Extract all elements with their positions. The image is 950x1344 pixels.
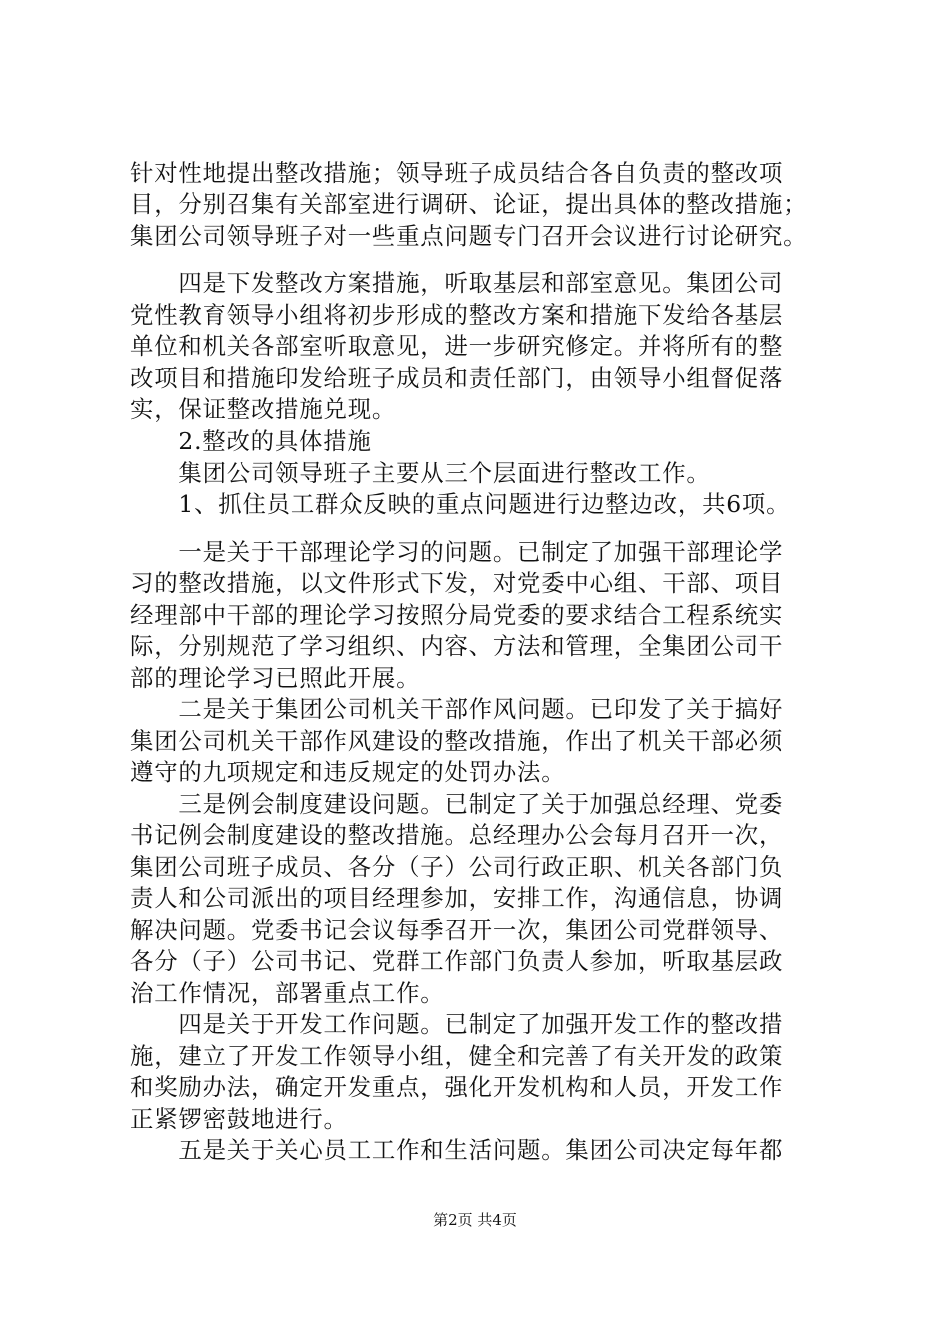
document-text-line: 一是关于干部理论学习的问题。已制定了加强干部理论学 (130, 538, 784, 566)
document-text-line: 和奖励办法，确定开发重点，强化开发机构和人员，开发工作 (130, 1073, 784, 1101)
document-text-line: 习的整改措施，以文件形式下发，对党委中心组、干部、项目 (130, 569, 784, 597)
document-text-line: 实，保证整改措施兑现。 (130, 395, 397, 423)
document-text-line: 针对性地提出整改措施；领导班子成员结合各自负责的整改项 (130, 159, 784, 187)
document-text-line: 经理部中干部的理论学习按照分局党委的要求结合工程系统实 (130, 601, 784, 629)
document-text-line: 集团公司领导班子对一些重点问题专门召开会议进行讨论研究。 (130, 222, 808, 250)
document-text-line: 遵守的九项规定和违反规定的处罚办法。 (130, 758, 566, 786)
page-footer: 第2页 共4页 (433, 1211, 517, 1229)
document-text-line: 三是例会制度建设问题。已制定了关于加强总经理、党委 (130, 790, 784, 818)
document-text-line: 2.整改的具体措施 (130, 427, 372, 455)
document-text-line: 五是关于关心员工工作和生活问题。集团公司决定每年都 (130, 1136, 784, 1164)
document-text-line: 二是关于集团公司机关干部作风问题。已印发了关于搞好 (130, 695, 784, 723)
document-text-line: 各分（子）公司书记、党群工作部门负责人参加，听取基层政 (130, 947, 784, 975)
document-text-line: 目，分别召集有关部室进行调研、论证，提出具体的整改措施； (130, 190, 808, 218)
document-text-line: 治工作情况，部署重点工作。 (130, 979, 445, 1007)
document-text-line: 党性教育领导小组将初步形成的整改方案和措施下发给各基层 (130, 301, 784, 329)
document-text-line: 部的理论学习已照此开展。 (130, 664, 421, 692)
document-text-line: 集团公司班子成员、各分（子）公司行政正职、机关各部门负 (130, 853, 784, 881)
document-text-line: 际，分别规范了学习组织、内容、方法和管理，全集团公司干 (130, 632, 784, 660)
document-text-line: 书记例会制度建设的整改措施。总经理办公会每月召开一次， (130, 821, 784, 849)
document-text-line: 四是关于开发工作问题。已制定了加强开发工作的整改措 (130, 1010, 784, 1038)
document-text-line: 施，建立了开发工作领导小组，健全和完善了有关开发的政策 (130, 1042, 784, 1070)
document-text-line: 四是下发整改方案措施，听取基层和部室意见。集团公司 (130, 269, 784, 297)
document-text-line: 集团公司机关干部作风建设的整改措施，作出了机关干部必须 (130, 727, 784, 755)
document-text-line: 正紧锣密鼓地进行。 (130, 1105, 348, 1133)
document-text-line: 解决问题。党委书记会议每季召开一次，集团公司党群领导、 (130, 916, 784, 944)
document-text-line: 责人和公司派出的项目经理参加，安排工作，沟通信息，协调 (130, 884, 784, 912)
document-text-line: 1、抓住员工群众反映的重点问题进行边整边改，共6项。 (130, 490, 791, 518)
document-text-line: 集团公司领导班子主要从三个层面进行整改工作。 (130, 459, 711, 487)
document-text-line: 改项目和措施印发给班子成员和责任部门，由领导小组督促落 (130, 364, 784, 392)
document-text-line: 单位和机关各部室听取意见，进一步研究修定。并将所有的整 (130, 332, 784, 360)
